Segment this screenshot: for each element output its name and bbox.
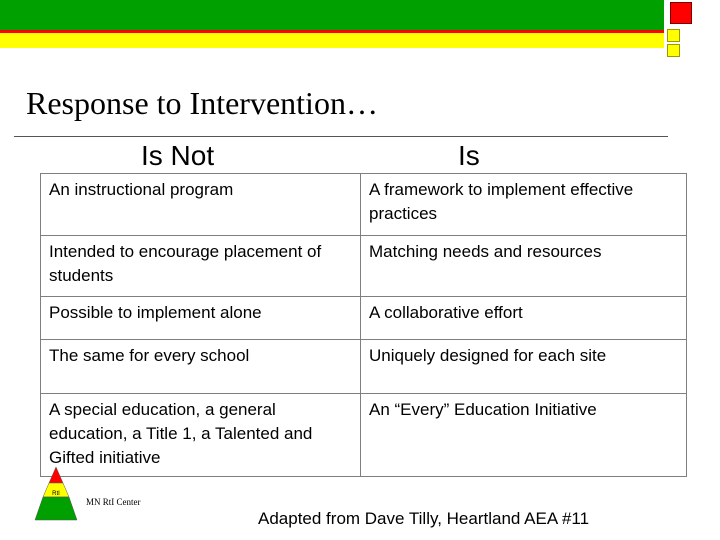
cell-is: A framework to implement effective practices [361, 174, 687, 236]
cell-is-not: An instructional program [41, 174, 361, 236]
table-row [41, 236, 687, 297]
column-header-is: Is [458, 140, 480, 171]
logo-label: RtI [52, 491, 60, 497]
cell-is-not: Possible to implement alone [41, 297, 361, 340]
cell-is: An “Every” Education Initiative [361, 394, 687, 477]
decor-square-yellow [667, 44, 680, 57]
comparison-table [40, 173, 687, 477]
cell-is: Uniquely designed for each site [361, 340, 687, 394]
table-row [41, 340, 687, 394]
cell-is: Matching needs and resources [361, 236, 687, 297]
cell-is: A collaborative effort [361, 297, 687, 340]
cell-is-not: The same for every school [41, 340, 361, 394]
source-credit: Adapted from Dave Tilly, Heartland AEA #11 [258, 509, 590, 528]
decor-square-yellow [667, 29, 680, 42]
column-header-is-not: Is Not [141, 140, 215, 171]
table-row [41, 394, 687, 477]
logo-caption: MN RtI Center [86, 497, 141, 507]
cell-is-not: A special education, a general education, a Title 1, a Talented and Gifted initiative [41, 394, 361, 477]
header-band-green [0, 0, 664, 30]
decor-square-red [670, 2, 692, 24]
rti-pyramid-logo [34, 466, 78, 522]
cell-is-not: Intended to encourage placement of students [41, 236, 361, 297]
title-rule [14, 136, 668, 137]
table-row [41, 297, 687, 340]
table-row [41, 174, 687, 236]
slide-title: Response to Intervention… [26, 85, 378, 121]
header-band-yellow [0, 33, 664, 48]
